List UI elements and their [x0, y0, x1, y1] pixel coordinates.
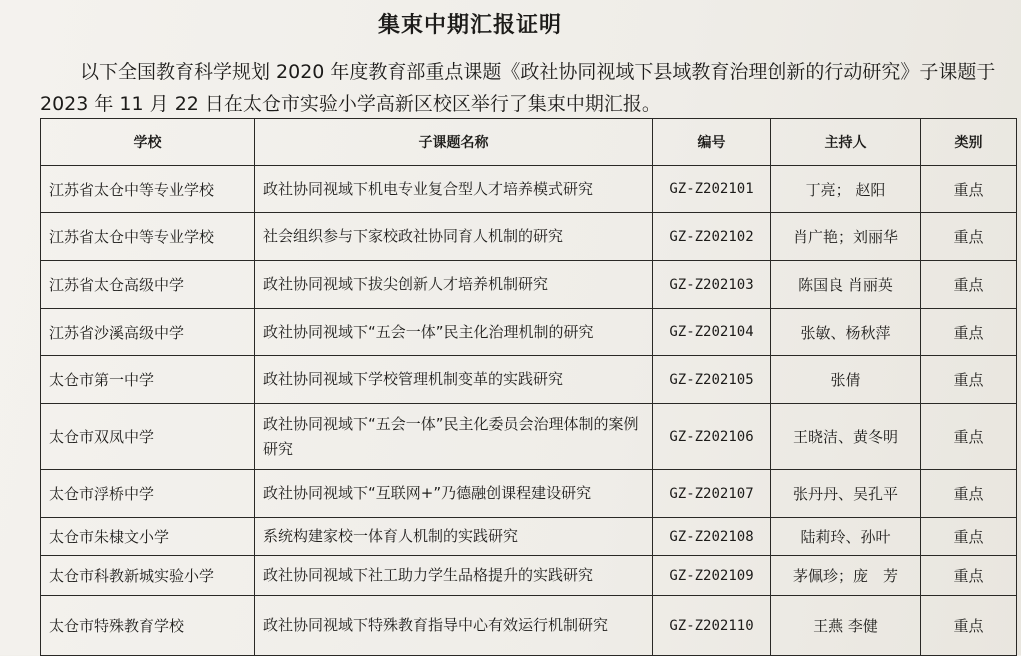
topic-cell: 政社协同视域下特殊教育指导中心有效运行机制研究 — [255, 596, 653, 656]
table-row — [41, 261, 1017, 309]
table-row — [41, 556, 1017, 596]
header-code: 编号 — [653, 119, 771, 166]
table-header-row — [41, 119, 1017, 166]
topic-cell: 政社协同视域下“五会一体”民主化治理机制的研究 — [255, 309, 653, 356]
category-cell: 重点 — [921, 213, 1017, 261]
table-row — [41, 356, 1017, 404]
topic-cell: 政社协同视域下机电专业复合型人才培养模式研究 — [255, 166, 653, 213]
school-cell: 江苏省太仓中等专业学校 — [41, 213, 255, 261]
category-cell: 重点 — [921, 596, 1017, 656]
category-cell: 重点 — [921, 309, 1017, 356]
topic-cell: 系统构建家校一体育人机制的实践研究 — [255, 518, 653, 556]
code-cell: GZ-Z202107 — [653, 470, 771, 518]
table-row — [41, 309, 1017, 356]
category-cell: 重点 — [921, 556, 1017, 596]
code-cell: GZ-Z202106 — [653, 404, 771, 470]
host-cell: 王晓洁、黄冬明 — [771, 404, 921, 470]
school-cell: 太仓市朱棣文小学 — [41, 518, 255, 556]
host-cell: 王燕 李健 — [771, 596, 921, 656]
host-cell: 张敏、杨秋萍 — [771, 309, 921, 356]
category-cell: 重点 — [921, 356, 1017, 404]
table-row — [41, 596, 1017, 656]
host-cell: 陆莉玲、孙叶 — [771, 518, 921, 556]
school-cell: 太仓市第一中学 — [41, 356, 255, 404]
category-cell: 重点 — [921, 261, 1017, 309]
host-cell: 茅佩珍；庞 芳 — [771, 556, 921, 596]
topic-cell: 政社协同视域下拔尖创新人才培养机制研究 — [255, 261, 653, 309]
code-cell: GZ-Z202105 — [653, 356, 771, 404]
school-cell: 太仓市特殊教育学校 — [41, 596, 255, 656]
header-host: 主持人 — [771, 119, 921, 166]
document-title: 集束中期汇报证明 — [377, 13, 562, 38]
school-cell: 江苏省沙溪高级中学 — [41, 309, 255, 356]
code-cell: GZ-Z202109 — [653, 556, 771, 596]
code-cell: GZ-Z202110 — [653, 596, 771, 656]
intro-paragraph: 以下全国教育科学规划 2020 年度教育部重点课题《政社协同视域下县域教育治理创新的行动研究》子课题于 2023 年 11 月 22 日在太仓市实验小学高新区校区举行了集束中期汇报。 — [40, 61, 996, 115]
school-cell: 太仓市浮桥中学 — [41, 470, 255, 518]
school-cell: 太仓市科教新城实验小学 — [41, 556, 255, 596]
table-row — [41, 404, 1017, 470]
host-cell: 张倩 — [771, 356, 921, 404]
category-cell: 重点 — [921, 404, 1017, 470]
code-cell: GZ-Z202103 — [653, 261, 771, 309]
header-topic: 子课题名称 — [255, 119, 653, 166]
header-school: 学校 — [41, 119, 255, 166]
code-cell: GZ-Z202101 — [653, 166, 771, 213]
topic-cell: 政社协同视域下社工助力学生品格提升的实践研究 — [255, 556, 653, 596]
code-cell: GZ-Z202104 — [653, 309, 771, 356]
topic-cell: 政社协同视域下“互联网+”乃德融创课程建设研究 — [255, 470, 653, 518]
host-cell: 陈国良 肖丽英 — [771, 261, 921, 309]
school-cell: 江苏省太仓中等专业学校 — [41, 166, 255, 213]
host-cell: 肖广艳；刘丽华 — [771, 213, 921, 261]
school-cell: 太仓市双凤中学 — [41, 404, 255, 470]
subtopic-table — [40, 118, 1017, 656]
category-cell: 重点 — [921, 470, 1017, 518]
host-cell: 张丹丹、吴孔平 — [771, 470, 921, 518]
table-row — [41, 213, 1017, 261]
school-cell: 江苏省太仓高级中学 — [41, 261, 255, 309]
table-row — [41, 518, 1017, 556]
topic-cell: 政社协同视域下学校管理机制变革的实践研究 — [255, 356, 653, 404]
code-cell: GZ-Z202102 — [653, 213, 771, 261]
category-cell: 重点 — [921, 518, 1017, 556]
topic-cell: 政社协同视域下“五会一体”民主化委员会治理体制的案例研究 — [255, 404, 653, 470]
category-cell: 重点 — [921, 166, 1017, 213]
code-cell: GZ-Z202108 — [653, 518, 771, 556]
header-category: 类别 — [921, 119, 1017, 166]
topic-cell: 社会组织参与下家校政社协同育人机制的研究 — [255, 213, 653, 261]
table-row — [41, 470, 1017, 518]
host-cell: 丁亮； 赵阳 — [771, 166, 921, 213]
table-row — [41, 166, 1017, 213]
